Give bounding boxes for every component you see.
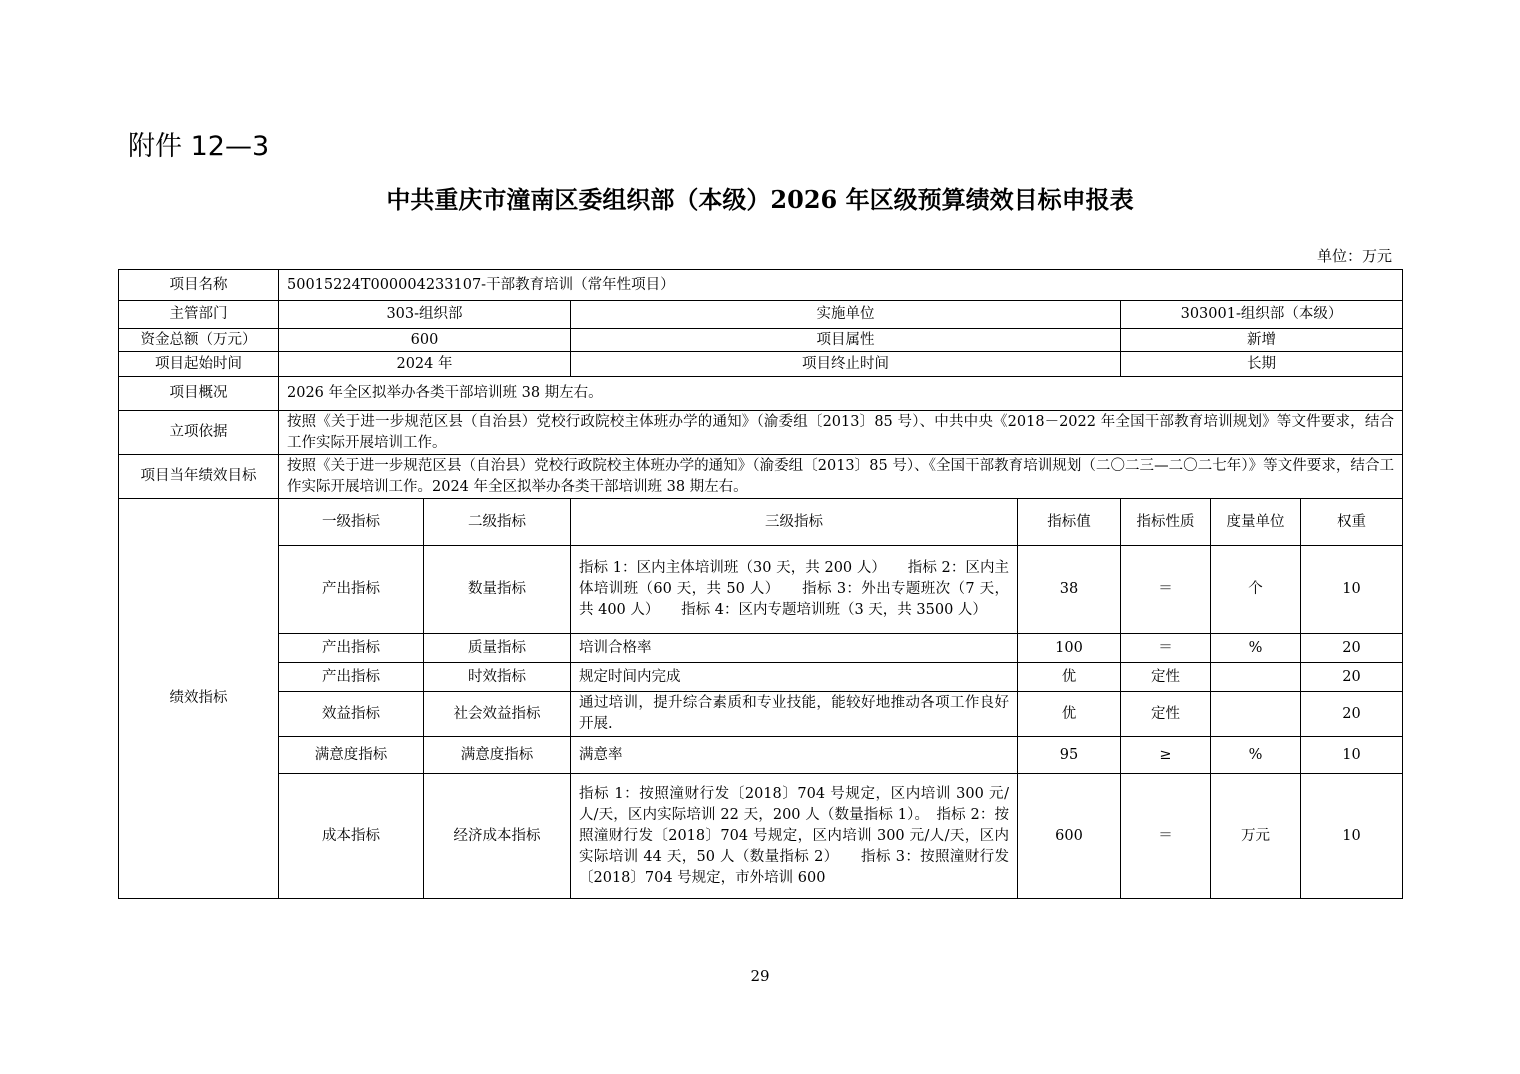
row-level1: 满意度指标 (279, 737, 424, 774)
row-weight: 10 (1301, 774, 1403, 899)
row-nature: ＝ (1121, 634, 1211, 663)
row-project-name (119, 270, 1403, 301)
row-nature: 定性 (1121, 663, 1211, 692)
row-level3: 满意率 (571, 737, 1018, 774)
overview-label: 项目概况 (119, 377, 279, 411)
row-nature: ≥ (1121, 737, 1211, 774)
row-basis (119, 411, 1403, 455)
header-level3: 三级指标 (571, 499, 1018, 546)
header-weight: 权重 (1301, 499, 1403, 546)
row-level1: 产出指标 (279, 634, 424, 663)
indicator-row (119, 663, 1403, 692)
row-weight: 10 (1301, 546, 1403, 634)
row-level2: 社会效益指标 (424, 692, 571, 737)
row-level3: 指标 1：按照潼财行发〔2018〕704 号规定，区内培训 300 元/人/天，区内实际培训 22 天，200 人（数量指标 1）。 指标 2：按照潼财行发〔2018〕704 号规定，区内培训 300 元/人/天，区内实际培训 44 天，50 人（数量指标 2） 指标 3：按照潼财行发〔2018〕704 号规定，市外培训 600 (571, 774, 1018, 899)
row-value: 优 (1018, 663, 1121, 692)
row-weight: 10 (1301, 737, 1403, 774)
indicators-section-label: 绩效指标 (119, 499, 279, 899)
page-title: 中共重庆市潼南区委组织部（本级）2026 年区级预算绩效目标申报表 (386, 185, 1134, 214)
goal-label: 项目当年绩效目标 (119, 455, 279, 499)
row-level1: 成本指标 (279, 774, 424, 899)
end-value: 长期 (1121, 352, 1403, 377)
indicator-row (119, 634, 1403, 663)
row-overview (119, 377, 1403, 411)
row-level2: 时效指标 (424, 663, 571, 692)
impl-value: 303001-组织部（本级） (1121, 301, 1403, 329)
unit-label: 单位：万元 (1316, 247, 1392, 265)
start-label: 项目起始时间 (119, 352, 279, 377)
header-value: 指标值 (1018, 499, 1121, 546)
row-goal (119, 455, 1403, 499)
row-weight: 20 (1301, 634, 1403, 663)
row-weight: 20 (1301, 663, 1403, 692)
header-level1: 一级指标 (279, 499, 424, 546)
row-time (119, 352, 1403, 377)
row-level3: 规定时间内完成 (571, 663, 1018, 692)
goal-value: 按照《关于进一步规范区县（自治县）党校行政院校主体班办学的通知》（渝委组〔2013〕85 号）、《全国干部教育培训规划（二〇二三—二〇二七年）》等文件要求，结合工作实际开展培训工作。2024 年全区拟举办各类干部培训班 38 期左右。 (279, 455, 1403, 499)
indicator-row (119, 546, 1403, 634)
row-unit: % (1211, 737, 1301, 774)
row-weight: 20 (1301, 692, 1403, 737)
indicator-header-row (119, 499, 1403, 546)
dept-label: 主管部门 (119, 301, 279, 329)
row-level2: 数量指标 (424, 546, 571, 634)
performance-target-table (118, 269, 1403, 899)
project-name-label: 项目名称 (119, 270, 279, 301)
project-name-value: 50015224T000004233107-干部教育培训（常年性项目） (279, 270, 1403, 301)
indicator-row (119, 737, 1403, 774)
indicator-row (119, 774, 1403, 899)
attachment-label: 附件 12—3 (128, 131, 270, 162)
basis-label: 立项依据 (119, 411, 279, 455)
dept-value: 303-组织部 (279, 301, 571, 329)
row-level3: 指标 1：区内主体培训班（30 天，共 200 人） 指标 2：区内主体培训班（60 天，共 50 人） 指标 3：外出专题班次（7 天，共 400 人） 指标 4：区内专题培训班（3 天，共 3500 人） (571, 546, 1018, 634)
row-nature: 定性 (1121, 692, 1211, 737)
row-level2: 质量指标 (424, 634, 571, 663)
page-number: 29 (750, 967, 770, 985)
header-nature: 指标性质 (1121, 499, 1211, 546)
row-level3: 培训合格率 (571, 634, 1018, 663)
row-level1: 产出指标 (279, 663, 424, 692)
row-unit (1211, 663, 1301, 692)
impl-label: 实施单位 (571, 301, 1121, 329)
header-unit: 度量单位 (1211, 499, 1301, 546)
row-unit (1211, 692, 1301, 737)
row-unit: 个 (1211, 546, 1301, 634)
funds-value: 600 (279, 329, 571, 352)
attr-label: 项目属性 (571, 329, 1121, 352)
row-value: 95 (1018, 737, 1121, 774)
overview-value: 2026 年全区拟举办各类干部培训班 38 期左右。 (279, 377, 1403, 411)
row-value: 优 (1018, 692, 1121, 737)
row-unit: % (1211, 634, 1301, 663)
row-level3: 通过培训，提升综合素质和专业技能，能较好地推动各项工作良好开展. (571, 692, 1018, 737)
row-level1: 产出指标 (279, 546, 424, 634)
basis-value: 按照《关于进一步规范区县（自治县）党校行政院校主体班办学的通知》（渝委组〔2013〕85 号）、中共中央《2018－2022 年全国干部教育培训规划》等文件要求，结合工作实际开展培训工作。 (279, 411, 1403, 455)
row-level2: 满意度指标 (424, 737, 571, 774)
end-label: 项目终止时间 (571, 352, 1121, 377)
start-value: 2024 年 (279, 352, 571, 377)
row-level1: 效益指标 (279, 692, 424, 737)
row-nature: ＝ (1121, 774, 1211, 899)
row-department (119, 301, 1403, 329)
attr-value: 新增 (1121, 329, 1403, 352)
row-level2: 经济成本指标 (424, 774, 571, 899)
row-value: 600 (1018, 774, 1121, 899)
indicator-row (119, 692, 1403, 737)
row-unit: 万元 (1211, 774, 1301, 899)
row-nature: ＝ (1121, 546, 1211, 634)
header-level2: 二级指标 (424, 499, 571, 546)
row-funds (119, 329, 1403, 352)
row-value: 100 (1018, 634, 1121, 663)
funds-label: 资金总额（万元） (119, 329, 279, 352)
row-value: 38 (1018, 546, 1121, 634)
